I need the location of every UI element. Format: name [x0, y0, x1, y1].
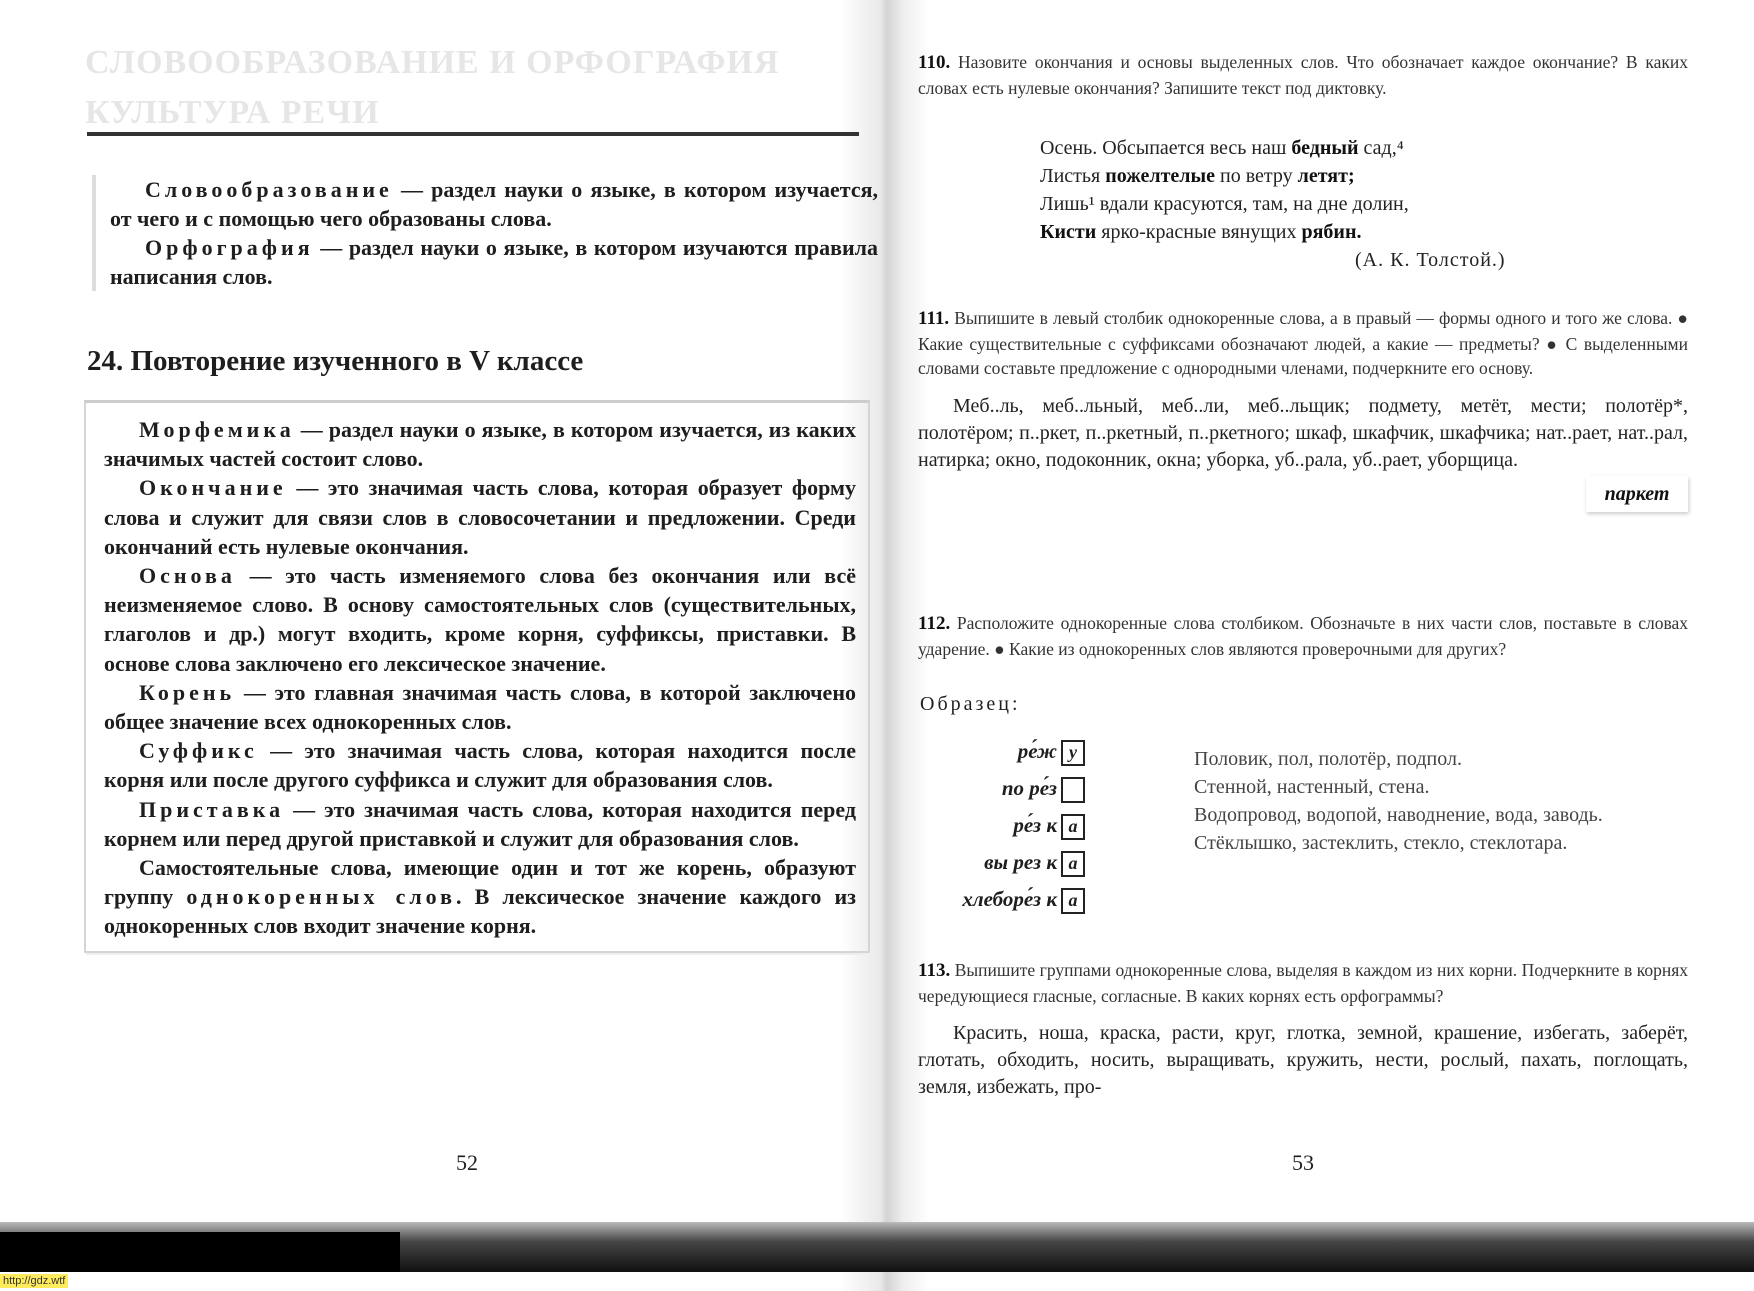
exercise-number: 111. — [918, 308, 950, 329]
definition — [104, 415, 856, 473]
word-lists — [1160, 745, 1688, 857]
poem-line — [1040, 134, 1506, 162]
ending-box: а — [1061, 851, 1085, 877]
definition — [104, 736, 856, 794]
poem-author: (А. К. Толстой.) — [1355, 249, 1506, 271]
exercise-113 — [918, 958, 1688, 1101]
definition-text: — это часть изменяемого слова без окончания или всё неизменяемое слово. В основу самостоятельных слов (существительных, глаголов и др.) могут входить, кроме корня, суффиксы, приставки. В основе слова заключено его лексическое значение. — [104, 563, 856, 676]
exercise-text: Назовите окончания и основы выделенных слов. Что обозначает каждое окончание? В каких словах есть нулевые окончания? Запишите текст под диктовку. — [918, 52, 1689, 98]
term: Орфография — [145, 235, 314, 260]
sample-word: вы рез к — [984, 850, 1057, 874]
sample-word: хлеборе́з к — [962, 887, 1057, 911]
term: Морфемика — [139, 417, 295, 442]
watermark-link[interactable]: http://gdz.wtf — [0, 1274, 68, 1288]
exercise-number: 112. — [918, 613, 951, 634]
definition — [104, 473, 856, 561]
poem — [1040, 134, 1506, 274]
word-list: Водопровод, водопой, наводнение, вода, заводь. — [1194, 804, 1603, 826]
morpheme-sample — [915, 735, 1085, 767]
term: Суффикс — [139, 738, 258, 764]
definition-text: . В лексическое значение каждого из однокоренных слов входит значение корня. — [104, 884, 856, 939]
highlighted-word: рябин. — [1301, 221, 1362, 243]
term: Словообразование — [145, 177, 393, 202]
definition — [104, 678, 856, 736]
word-list: Стёклышко, застеклить, стекло, стеклотара. — [1194, 832, 1568, 854]
definition-text: — это главная значимая часть слова, в которой заключено общее значение всех однокоренных слов. — [104, 679, 856, 735]
page-number: 52 — [456, 1150, 478, 1175]
word-list: Стенной, настенный, стена. — [1194, 776, 1430, 798]
definition-text: — это значимая часть слова, которая образует форму слова и служит для связи слов в словосочетании и предложении. Среди окончаний есть нулевые окончания. — [104, 475, 856, 559]
ending-box: а — [1061, 888, 1085, 914]
definition — [110, 175, 878, 233]
scan-edge-dark — [0, 1232, 400, 1272]
term: Приставка — [139, 796, 285, 822]
poem-text: Осень. Обсыпается весь наш — [1040, 137, 1292, 159]
header-rule — [87, 132, 859, 136]
highlighted-word: пожелтелые — [1105, 165, 1215, 187]
ending-box: а — [1061, 814, 1085, 840]
definition-text: — раздел науки о языке, в котором изучается, из каких значимых частей состоит слово. — [104, 417, 856, 472]
definition-text: — раздел науки о языке, в котором изучаются правила написания слов. — [110, 235, 878, 289]
poem-text: по ветру — [1215, 165, 1298, 187]
chapter-title-line: СЛОВООБРАЗОВАНИЕ И ОРФОГРАФИЯ — [85, 44, 780, 81]
definition-text: — это значимая часть слова, которая находится перед корнем или перед другой приставкой и служит для образования слов. — [104, 796, 856, 851]
definition — [104, 561, 856, 678]
morpheme-sample — [915, 772, 1085, 804]
exercise-number: 110. — [918, 52, 951, 73]
sample-word: ре́ж — [1017, 739, 1057, 763]
highlighted-word: Кисти — [1040, 221, 1097, 243]
chapter-title — [85, 38, 780, 138]
rules-box — [84, 400, 870, 953]
exercise-text: Расположите однокоренные слова столбиком. Обозначьте в них части слов, поставьте в словах ударение. ● Какие из однокоренных слов являются проверочными для других? — [918, 613, 1689, 659]
morpheme-sample — [915, 809, 1085, 841]
page-number: 53 — [1292, 1150, 1314, 1175]
exercise-111 — [918, 306, 1688, 512]
exercise-number: 113. — [918, 960, 951, 981]
word-list: Половик, пол, полотёр, подпол. — [1194, 748, 1462, 770]
morpheme-sample — [915, 846, 1085, 878]
exercise-110 — [918, 50, 1688, 100]
term: однокоренных слов — [186, 884, 457, 910]
vocabulary-word-row — [918, 476, 1688, 512]
definitions-box — [92, 175, 878, 291]
definition — [104, 853, 856, 941]
poem-text: Лишь¹ вдали красуются, там, на дне долин, — [1040, 193, 1409, 215]
exercise-words: Меб..ль, меб..льный, меб..ли, меб..льщик; подмету, метёт, мести; полотёр*, полотёром; п..ркет, п..ркетный, п..ркетного; шкаф, шкафчик, шкафчика; нат..рает, нат..рал, натирка; окно, подоконник, окна; уборка, уб..рала, уб..рает, уборщица. — [918, 394, 1688, 471]
definition-text: — раздел науки о языке, в котором изучается, от чего и с помощью чего образованы слова. — [110, 177, 878, 231]
poem-text: Листья — [1040, 165, 1106, 187]
exercise-text: Выпишите группами однокоренные слова, выделяя в каждом из них корни. Подчеркните в корнях чередующиеся гласные, согласные. В каких корнях есть орфограммы? — [918, 960, 1688, 1006]
highlighted-word: летят; — [1297, 165, 1355, 187]
term: Корень — [139, 679, 236, 705]
vocabulary-word: паркет — [1586, 476, 1688, 512]
morpheme-sample — [915, 883, 1085, 915]
definition — [110, 233, 878, 291]
sample-word: ре́з к — [1013, 813, 1057, 837]
poem-line — [1040, 218, 1506, 246]
highlighted-word: бедный — [1291, 137, 1359, 159]
sample-label: Образец: — [920, 693, 1021, 715]
poem-line — [1040, 190, 1506, 218]
definition-text: Самостоятельные слова, имеющие один и тот же корень, образуют группу — [104, 855, 856, 910]
exercise-112 — [918, 611, 1688, 661]
exercise-text: Выпишите в левый столбик однокоренные слова, а в правый — формы одного и того же слова. ● Какие существительные с суффиксами обозначают людей, а какие — предметы? ● С выделенными словами составьте предложение с однородными членами, подчеркните его основу. — [918, 308, 1688, 378]
definition-text: — это значимая часть слова, которая находится после корня или после другого суффикса и служит для образования слов. — [104, 738, 856, 793]
sample-word: по ре́з — [1001, 776, 1057, 800]
poem-text: сад,⁴ — [1358, 137, 1404, 159]
poem-text: ярко-красные вянущих — [1096, 221, 1302, 243]
poem-line — [1040, 162, 1506, 190]
ending-box: у — [1061, 740, 1085, 766]
exercise-words: Красить, ноша, краска, расти, круг, глотка, земной, крашение, избегать, заберёт, глотать, обходить, носить, выращивать, кружить, нести, рослый, пахать, поглощать, земля, избежать, про- — [918, 1022, 1688, 1098]
chapter-title-line: КУЛЬТУРА РЕЧИ — [85, 94, 380, 131]
section-heading: 24. Повторение изученного в V классе — [87, 345, 584, 377]
ending-box — [1061, 777, 1085, 803]
term: Основа — [139, 563, 236, 589]
term: Окончание — [139, 475, 287, 501]
definition — [104, 795, 856, 853]
